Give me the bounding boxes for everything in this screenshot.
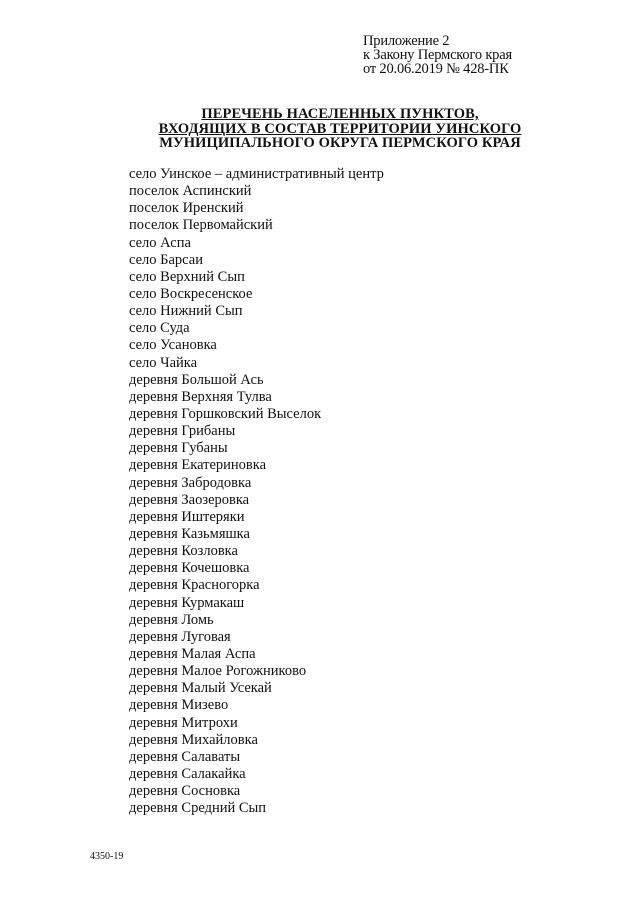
settlement-item: деревня Екатериновка [129,457,267,474]
appendix-law-reference: к Закону Пермского края [363,47,512,63]
settlement-item: деревня Мизево [129,697,229,714]
settlement-item: село Аспа [129,234,191,251]
settlement-item: деревня Митрохи [129,714,238,731]
settlement-item: деревня Забродовка [129,474,252,491]
settlement-item: деревня Иштеряки [129,508,245,525]
settlement-item: деревня Кочешовка [129,560,250,577]
settlement-item: деревня Курмакаш [129,594,245,611]
appendix-number: Приложение 2 [363,33,450,49]
appendix-law-date: от 20.06.2019 № 428-ПК [363,61,509,77]
settlement-item: деревня Верхняя Тулва [129,388,272,405]
settlement-item: село Усановка [129,337,217,354]
settlement-item: деревня Михайловка [129,731,258,748]
title-line-2: ВХОДЯЩИХ В СОСТАВ ТЕРРИТОРИИ УИНСКОГО [158,120,522,137]
settlement-item: деревня Ломь [129,611,214,628]
settlement-item: деревня Салакайка [129,765,246,782]
settlement-item: село Воскресенское [129,285,253,302]
settlement-item: деревня Казьмяшка [129,525,250,542]
settlement-item: деревня Заозеровка [129,491,250,508]
settlement-item: деревня Луговая [129,628,231,645]
title-line-3: МУНИЦИПАЛЬНОГО ОКРУГА ПЕРМСКОГО КРАЯ [159,135,521,151]
settlement-item: село Верхний Сып [129,268,245,285]
settlement-item: село Суда [129,320,190,337]
settlement-item: деревня Малое Рогожниково [129,663,307,680]
settlement-item: деревня Малая Аспа [129,645,256,662]
settlement-item: деревня Грибаны [129,423,236,440]
document-code: 4350-19 [90,851,124,862]
settlement-item: деревня Горшковский Выселок [129,405,322,422]
title-line-1: ПЕРЕЧЕНЬ НАСЕЛЕННЫХ ПУНКТОВ, [201,106,479,122]
settlement-item: село Уинское – административный центр [129,166,384,182]
settlement-item: село Нижний Сып [129,303,243,320]
settlement-item: деревня Салаваты [129,748,241,765]
settlement-item: поселок Первомайский [129,217,273,234]
document-title [140,107,540,151]
settlement-item: деревня Малый Усекай [129,680,272,697]
settlement-item: деревня Сосновка [129,783,241,800]
settlement-item: поселок Иренский [129,200,244,217]
settlement-list [129,166,384,817]
settlement-item: деревня Большой Ась [129,371,264,388]
appendix-header [363,34,512,76]
settlement-item: деревня Красногорка [129,577,260,594]
settlement-item: деревня Козловка [129,543,238,560]
settlement-item: село Чайка [129,354,198,371]
settlement-item: поселок Аспинский [129,183,252,200]
settlement-item: деревня Губаны [129,440,228,457]
settlement-item: деревня Средний Сып [129,800,267,817]
settlement-item: село Барсаи [129,251,203,268]
